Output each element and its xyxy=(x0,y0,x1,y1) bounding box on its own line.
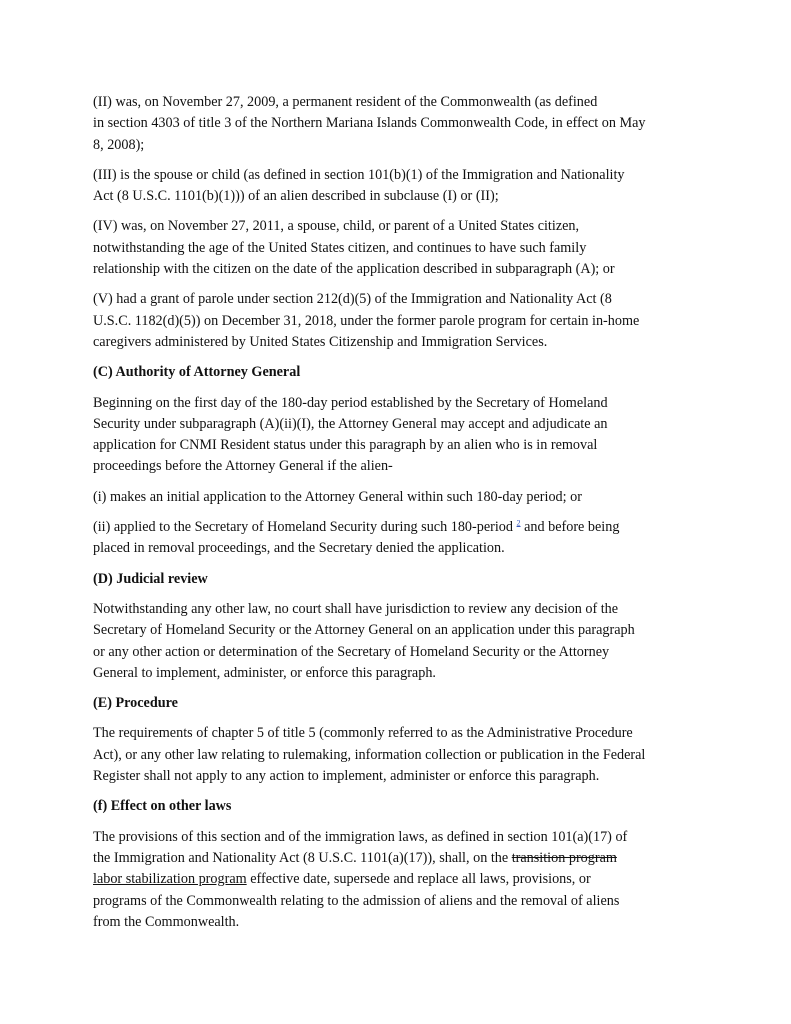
section-f-body xyxy=(93,827,691,933)
text-line: Security under subparagraph (A)(ii)(I), the Attorney General may accept and adjudicate an xyxy=(93,415,608,432)
section-e-body xyxy=(93,723,691,787)
text-line: Act), or any other law relating to rulemaking, information collection or publication in the Federal xyxy=(93,746,646,763)
text-line: in section 4303 of title 3 of the Northern Mariana Islands Commonwealth Code, in effect on May xyxy=(93,115,646,132)
text-line: Secretary of Homeland Security or the Attorney General on an application under this paragraph xyxy=(93,622,635,639)
item-ii-text-after: and before being xyxy=(520,519,620,536)
text-line: U.S.C. 1182(d)(5)) on December 31, 2018, under the former parole program for certain in-home xyxy=(93,312,640,329)
text-line xyxy=(93,848,691,869)
footnote-link[interactable]: 2 xyxy=(516,518,521,528)
text-line: proceedings before the Attorney General if the alien- xyxy=(93,458,393,475)
subclause-III xyxy=(93,165,691,208)
inserted-text: labor stabilization program xyxy=(93,871,247,888)
text-line: The requirements of chapter 5 of title 5 (commonly referred to as the Administrative Procedure xyxy=(93,725,633,742)
text-line: 8, 2008); xyxy=(93,136,145,153)
line3-text: effective date, supersede and replace all laws, provisions, or xyxy=(246,871,591,888)
section-e-heading: (E) Procedure xyxy=(93,695,178,712)
text-line xyxy=(93,869,691,890)
section-d-heading: (D) Judicial review xyxy=(93,570,208,587)
section-f-heading: (f) Effect on other laws xyxy=(93,798,232,815)
section-d-body xyxy=(93,599,691,684)
section-c-heading: (C) Authority of Attorney General xyxy=(93,364,301,381)
text-line: Beginning on the first day of the 180-day period established by the Secretary of Homeland xyxy=(93,394,608,411)
text-line: placed in removal proceedings, and the Secretary denied the application. xyxy=(93,540,505,557)
item-i xyxy=(93,487,691,508)
text-line: Act (8 U.S.C. 1101(b)(1))) of an alien described in subclause (I) or (II); xyxy=(93,188,499,205)
text-line: (i) makes an initial application to the Attorney General within such 180-day period; or xyxy=(93,488,582,505)
item-ii-text-before: (ii) applied to the Secretary of Homeland Security during such 180-period xyxy=(93,519,513,536)
section-c-body xyxy=(93,393,691,478)
text-line: Register shall not apply to any action to implement, administer or enforce this paragraph. xyxy=(93,768,600,785)
text-line: (V) had a grant of parole under section 212(d)(5) of the Immigration and Nationality Act (8 xyxy=(93,291,612,308)
subclause-IV xyxy=(93,216,691,280)
item-ii xyxy=(93,517,691,560)
text-line: The provisions of this section and of the immigration laws, as defined in section 101(a)(17) of xyxy=(93,828,628,845)
text-line: from the Commonwealth. xyxy=(93,913,240,930)
text-line: or any other action or determination of the Secretary of Homeland Security or the Attorney xyxy=(93,643,610,660)
subclause-V xyxy=(93,289,691,353)
text-line: notwithstanding the age of the United States citizen, and continues to have such family xyxy=(93,239,587,256)
text-line xyxy=(93,517,691,538)
text-line: programs of the Commonwealth relating to the admission of aliens and the removal of aliens xyxy=(93,892,620,909)
text-line: application for CNMI Resident status under this paragraph by an alien who is in removal xyxy=(93,437,598,454)
text-line: (IV) was, on November 27, 2011, a spouse, child, or parent of a United States citizen, xyxy=(93,218,580,235)
subclause-II xyxy=(93,92,691,156)
struck-text: transition program xyxy=(511,849,617,866)
text-line: caregivers administered by United States Citizenship and Immigration Services. xyxy=(93,333,548,350)
text-line: (II) was, on November 27, 2009, a permanent resident of the Commonwealth (as defined xyxy=(93,94,598,110)
text-line: General to implement, administer, or enforce this paragraph. xyxy=(93,664,436,681)
text-line: Notwithstanding any other law, no court shall have jurisdiction to review any decision of the xyxy=(93,600,619,617)
text-line: relationship with the citizen on the date of the application described in subparagraph (A); or xyxy=(93,261,615,278)
line2-text: the Immigration and Nationality Act (8 U.S.C. 1101(a)(17)), shall, on the xyxy=(93,849,512,866)
text-line: (III) is the spouse or child (as defined in section 101(b)(1) of the Immigration and Nationality xyxy=(93,166,625,183)
